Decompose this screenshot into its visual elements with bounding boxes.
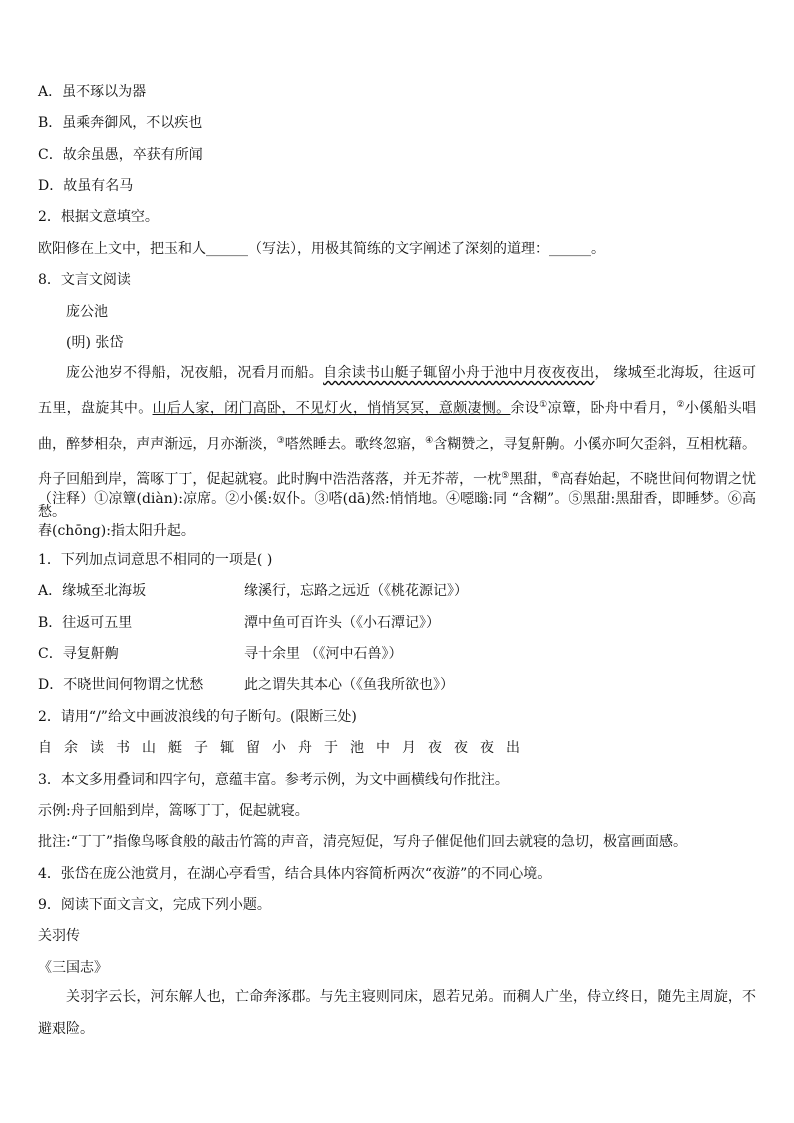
underlined-sentence: 山后人家，闭门高卧，不见灯火，悄悄冥冥，意颇凄恻。 [152, 400, 511, 417]
q1-option-b [38, 613, 440, 633]
wavy-underlined-sentence: 自余读书山艇子辄留小舟于池中月夜夜夜出 [323, 365, 595, 381]
q1-option-c [38, 644, 403, 664]
question-4: 4．张岱在庞公池赏月，在湖心亭看雪，结合具体内容简析两次“夜游”的不同心境。 [38, 866, 552, 882]
note-marker-4: ④ [425, 435, 434, 446]
question-2-text [38, 239, 605, 259]
q2-text-b: （写法），用极其简练的文字阐述了深刻的道理： [248, 241, 549, 257]
option-b: B．虽乘奔御风，不以疾也 [38, 115, 203, 131]
passage-text-c7: 高舂始起，不晓世间何物谓之忧愁。 [38, 471, 757, 520]
passage-text-c3: 小傒船头唱曲，醉梦相杂，声声渐远，月亦渐淡， [38, 400, 757, 453]
q1-option-d-right: 此之谓失其本心（《鱼我所欲也》） [244, 677, 454, 693]
section-9-title: 9．阅读下面文言文，完成下列小题。 [38, 897, 271, 913]
passage-text-a: 庞公池岁不得船，况夜船，况看月而船。 [66, 365, 324, 381]
q1-option-b-left: B．往返可五里 [38, 615, 133, 631]
q1-option-c-left: C．寻复鼾齁 [38, 646, 119, 662]
note-marker-5: ⑤ [501, 471, 510, 482]
q1-option-a-left: A．缘城至北海坂 [38, 583, 147, 599]
option-d: D．故虽有名马 [38, 178, 134, 194]
q1-option-c-right: 寻十余里 （《河中石兽》） [244, 646, 403, 662]
section-9-passage [38, 981, 756, 1045]
passage-text-b: ， 缘城至北海坂，往返可五里，盘旋其中。 [38, 365, 757, 417]
q1-option-b-right: 潭中鱼可百许头（《小石潭记》） [244, 615, 440, 631]
question-2b: 2．请用“/”给文中画波浪线的句子断句。(限断三处) [38, 709, 357, 725]
q2-text-a: 欧阳修在上文中，把玉和人 [38, 241, 206, 257]
q1-option-d-left: D．不晓世间何物谓之忧愁 [38, 677, 204, 693]
q2-text-c: 。 [591, 241, 605, 257]
option-c: C．故余虽愚，卒获有所闻 [38, 147, 203, 163]
question-1: 1．下列加点词意思不相同的一项是( ) [38, 552, 273, 568]
q1-option-a-right: 缘溪行，忘路之远近（《桃花源记》） [244, 583, 468, 599]
passage-text-c1: 余设 [510, 400, 540, 417]
annotation-notes [38, 483, 756, 547]
question-2-title: 2．根据文意填空。 [38, 209, 159, 225]
q3-note: 批注:“丁丁”指像鸟啄食般的敲击竹篙的声音，清亮短促，写舟子催促他们回去就寝的急切，极富画面感。 [38, 834, 688, 850]
q1-option-a [38, 581, 468, 601]
passage-title: 庞公池 [66, 304, 108, 320]
q2b-sentence: 自余读书山艇子辄留小舟于池中月夜夜夜出 [38, 740, 532, 756]
section-9-text: 关羽字云长，河东解人也，亡命奔涿郡。与先主寝则同床，恩若兄弟。而稠人广坐，侍立终日，随先主周旋，不避艰险。 [38, 989, 756, 1037]
question-3: 3．本文多用叠词和四字句，意蕴丰富。参考示例，为文中画横线句作批注。 [38, 772, 509, 788]
q1-option-d [38, 675, 454, 695]
passage-text-c4: 嗒然睡去。歌终忽寤， [284, 436, 426, 453]
section-8-title: 8．文言文阅读 [38, 272, 131, 288]
note-marker-1: ① [539, 400, 548, 410]
q3-example: 示例:舟子回船到岸，篙啄丁丁，促起就寝。 [38, 803, 309, 819]
section-9-book: 《三国志》 [38, 960, 108, 976]
passage-text-c2: 凉簟，卧舟中看月， [547, 400, 677, 417]
section-9-passage-title: 关羽传 [38, 928, 80, 944]
passage-text-c6: 黑甜， [509, 471, 552, 488]
notes-text: （注释）①凉簟(diàn):凉席。②小傒:奴仆。③嗒(dā)然:悄悄地。④噁暡:同 “含糊”。⑤黑甜:黑甜香，即睡梦。⑥高舂(chōng):指太阳升起。 [38, 491, 756, 539]
q2-blank-1: ______ [206, 241, 248, 257]
passage-text-c5: 含糊赞之，寻复鼾齁。小傒亦呵欠歪斜，互相枕藉。舟子回船到岸，篙啄丁丁，促起就寝。此时胸中浩浩落落，并无芥蒂，一枕 [38, 436, 757, 488]
note-marker-2: ② [676, 400, 685, 410]
option-a: A．虽不琢以为器 [38, 84, 147, 100]
note-marker-3: ③ [276, 435, 285, 446]
q2-blank-2: ______ [549, 241, 591, 257]
passage-author: (明) 张岱 [66, 335, 124, 351]
note-marker-6: ⑥ [551, 471, 560, 482]
